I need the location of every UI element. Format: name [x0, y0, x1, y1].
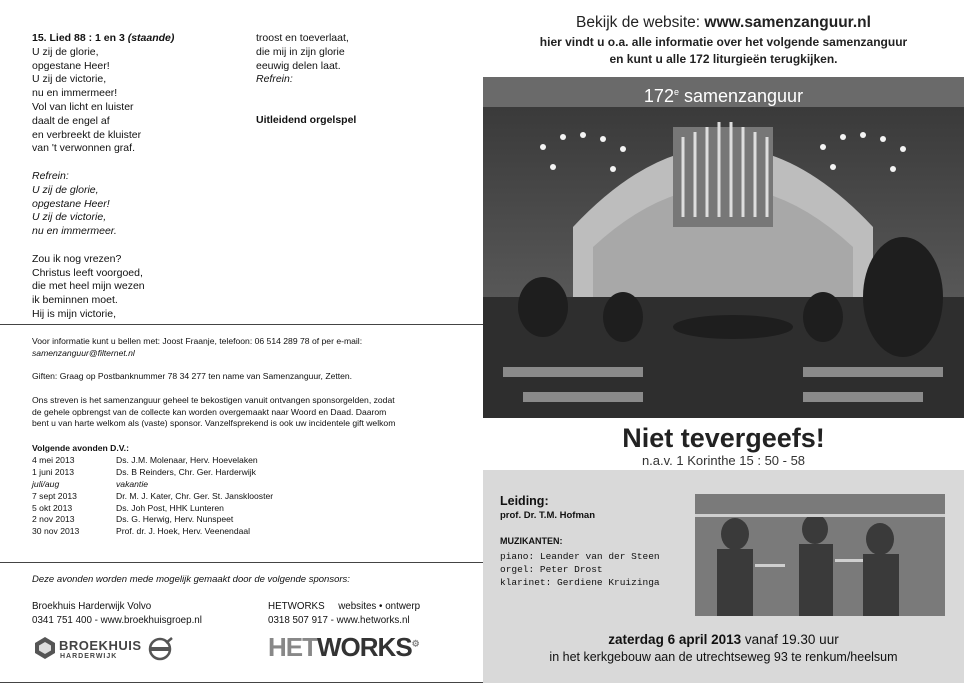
website-line — [483, 14, 964, 32]
broekhuis-logo — [34, 636, 56, 665]
musician: orgel: Peter Drost — [500, 564, 603, 575]
theme-area — [483, 418, 964, 470]
verse-line: Vol van licht en luister — [32, 100, 134, 113]
musician: klarinet: Gerdiene Kruizinga — [500, 577, 660, 588]
verse-line: eeuwig delen laat. — [256, 59, 341, 72]
verse-line: U zij de glorie, — [32, 45, 99, 58]
event-date: zaterdag 6 april 2013 — [608, 632, 742, 647]
musicians-photo — [695, 494, 945, 616]
refrain-line: opgestane Heer! — [32, 197, 110, 210]
musicians-list — [500, 550, 660, 589]
volvo-icon — [146, 637, 174, 661]
date-row — [32, 526, 273, 538]
preacher: Ds. G. Herwig, Herv. Nunspeet — [116, 514, 234, 525]
verse-1 — [32, 46, 242, 156]
logo-part: HET — [268, 632, 317, 662]
preacher: Dr. M. J. Kater, Chr. Ger. St. Jansklooster — [116, 490, 274, 501]
verse-line: Christus leeft voorgoed, — [32, 266, 143, 279]
volvo-logo — [146, 637, 174, 666]
date: 5 okt 2013 — [32, 502, 73, 513]
verse-line: Zou ik nog vrezen? — [32, 252, 122, 265]
streven-line: de gehele opbrengst van de collecte kan worden overgemaakt naar Woord en Daad. Daarom — [32, 406, 387, 417]
date-row — [32, 467, 273, 479]
verse-line: opgestane Heer! — [32, 59, 110, 72]
broekhuis-logo-text: BROEKHUIS — [59, 638, 142, 653]
song-heading-note: (staande) — [127, 32, 175, 44]
theme-subtitle: n.a.v. 1 Korinthe 15 : 50 - 58 — [641, 453, 806, 468]
preacher: Ds. B Reinders, Chr. Ger. Harderwijk — [116, 466, 256, 477]
refrain — [32, 170, 242, 239]
sponsor-name: Broekhuis Harderwijk Volvo — [32, 601, 152, 612]
sponsor-contact[interactable]: 0318 507 917 - www.hetworks.nl — [268, 614, 410, 626]
musician: piano: Leander van der Steen — [500, 551, 660, 562]
verse-line: troost en toeverlaat, — [256, 32, 349, 44]
date-row — [32, 479, 273, 491]
church-photo — [483, 107, 964, 418]
verse-line: Hij is mijn victorie, — [32, 307, 117, 320]
leiding-name: prof. Dr. T.M. Hofman — [500, 510, 595, 521]
event-time: vanaf 19.30 uur — [741, 632, 839, 647]
leiding-label: Leiding: — [500, 494, 549, 508]
date: 30 nov 2013 — [32, 526, 80, 537]
verse-line: die met heel mijn wezen — [32, 280, 145, 293]
upcoming-title: Volgende avonden D.V.: — [32, 443, 129, 453]
verse-line: U zij de victorie, — [32, 73, 107, 86]
sponsor-broekhuis — [32, 600, 202, 627]
refrain-label: Refrein: — [256, 73, 293, 86]
streven-line: Ons streven is het samenzanguur geheel te bekostigen vanuit ontvangen sponsorgelden, zodat — [32, 395, 395, 405]
song-mid-column — [256, 32, 466, 128]
divider — [0, 324, 483, 325]
verse-3 — [32, 253, 242, 322]
verse-line: nu en immermeer! — [32, 87, 118, 100]
broekhuis-logo-sub: HARDERWIJK — [60, 653, 118, 660]
website-prefix: Bekijk de website: — [576, 14, 705, 31]
website-url[interactable]: www.samenzanguur.nl — [704, 14, 871, 31]
email-link[interactable]: samenzanguur@filternet.nl — [32, 347, 135, 358]
website-info: hier vindt u o.a. alle informatie over het volgende samenzanguur — [539, 35, 908, 49]
musicians-label: MUZIKANTEN: — [500, 536, 563, 546]
refrain-line: nu en immermeer. — [32, 225, 117, 238]
song-left-column — [32, 32, 242, 322]
date: juli/aug — [32, 478, 60, 489]
verse-line: die mij in zijn glorie — [256, 45, 345, 58]
event-panel — [483, 470, 964, 683]
logo-part: WORKS — [317, 632, 412, 662]
refrain-label: Refrein: — [32, 169, 69, 182]
sponsor-contact[interactable]: 0341 751 400 - www.broekhuisgroep.nl — [32, 614, 202, 626]
date-row — [32, 514, 273, 526]
divider — [0, 562, 483, 563]
preacher: vakantie — [116, 478, 149, 489]
date-row — [32, 455, 273, 467]
event-date-line — [483, 632, 964, 647]
theme-title: Niet tevergeefs! — [622, 423, 825, 453]
closing-organ: Uitleidend orgelspel — [256, 114, 357, 127]
verse-line: ik beminnen moet. — [32, 294, 118, 307]
streven-text — [32, 395, 472, 430]
edition-number: 172 — [643, 86, 674, 106]
contact-info — [32, 336, 472, 359]
website-info: en kunt u alle 172 liturgieën terugkijken. — [609, 52, 838, 66]
broekhuis-emblem-icon — [34, 636, 56, 660]
hetworks-logo: HETWORKS⚙ — [268, 632, 419, 662]
giften-text: Giften: Graag op Postbanknummer 78 34 277 ten name van Samenzanguur, Zetten. — [32, 371, 353, 381]
church-interior-image — [483, 107, 964, 418]
upcoming-dates — [32, 443, 273, 538]
sponsors-title: Deze avonden worden mede mogelijk gemaakt door de volgende sponsors: — [32, 574, 350, 585]
date-row — [32, 491, 273, 503]
refrain-line: U zij de victorie, — [32, 211, 107, 224]
contact-text: Voor informatie kunt u bellen met: Joost Fraanje, telefoon: 06 514 289 78 of per e-mail: — [32, 336, 363, 346]
date-row — [32, 503, 273, 515]
edition-text: samenzanguur — [678, 86, 804, 106]
preacher: Prof. dr. J. Hoek, Herv. Veenendaal — [116, 526, 251, 537]
preacher: Ds. Joh Post, HHK Lunteren — [116, 502, 224, 513]
date: 2 nov 2013 — [32, 514, 75, 525]
verse-line: en verbreekt de kluister — [32, 128, 142, 141]
song-heading: 15. Lied 88 : 1 en 3 — [32, 32, 125, 44]
date: 4 mei 2013 — [32, 454, 75, 465]
event-location: in het kerkgebouw aan de utrechtseweg 93 te renkum/heelsum — [549, 650, 898, 664]
refrain-line: U zij de glorie, — [32, 183, 99, 196]
date: 7 sept 2013 — [32, 490, 77, 501]
edition-banner — [483, 77, 964, 107]
sponsor-hetworks — [268, 600, 420, 627]
streven-line: bent u van harte welkom als (vaste) sponsor. Vanzelfsprekend is ook uw incidentele gift welkom — [32, 418, 396, 429]
preacher: Ds. J.M. Molenaar, Herv. Hoevelaken — [116, 454, 258, 465]
edition-sup: e — [673, 87, 679, 97]
sponsor-name: HETWORKS websites • ontwerp — [268, 601, 421, 612]
orchestra-image — [695, 494, 945, 616]
verse-line: van 't verwonnen graf. — [32, 142, 135, 155]
date: 1 juni 2013 — [32, 466, 75, 477]
verse-line: daalt de engel af — [32, 114, 110, 127]
